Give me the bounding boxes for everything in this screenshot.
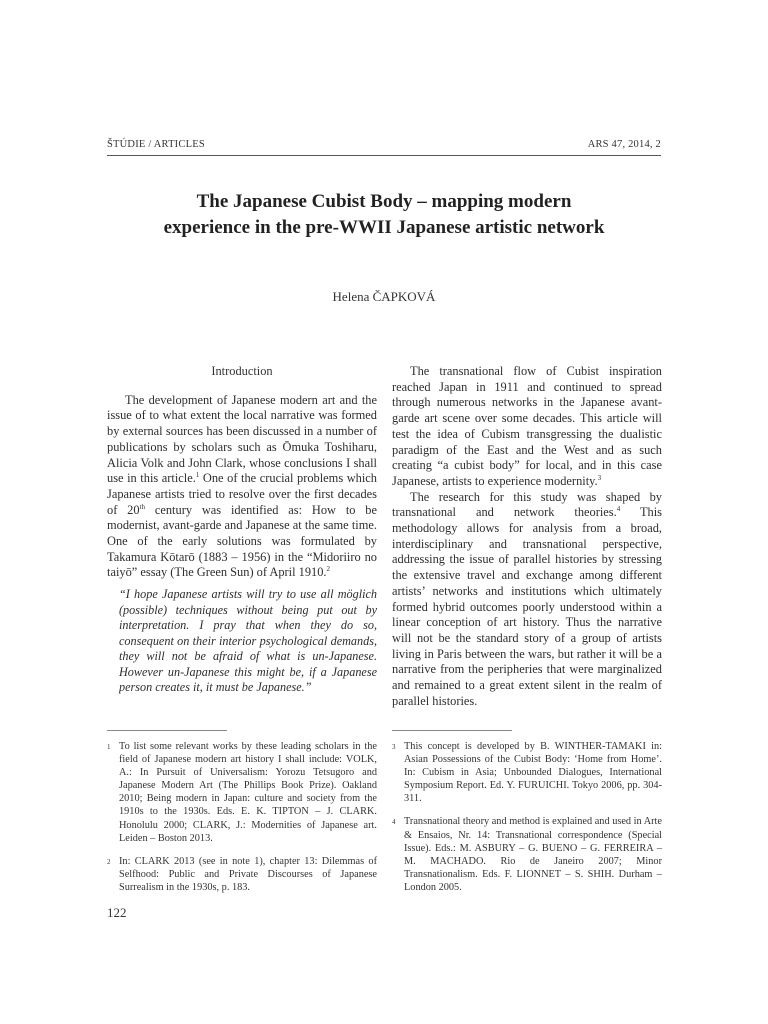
footnote xyxy=(392,740,662,805)
footnote-number: 2 xyxy=(107,857,111,866)
article-author: Helena ČAPKOVÁ xyxy=(332,289,436,304)
article-title-line-1: The Japanese Cubist Body – mapping modern xyxy=(196,191,572,212)
intro-paragraph xyxy=(107,393,377,581)
right-column xyxy=(392,364,662,709)
footnote-number: 4 xyxy=(392,818,396,827)
section-heading-introduction: Introduction xyxy=(211,364,273,378)
footnote-ref-1: 1 xyxy=(195,471,200,480)
footnote-divider-right xyxy=(392,730,512,731)
article-title xyxy=(107,189,661,241)
footnote-ref-3: 3 xyxy=(597,473,602,482)
block-quote: “I hope Japanese artists will try to use all möglich (possible) techniques without being put out by interpretation. I pray that when they do so, consequent on their interior psychological demands, they will not be afraid of what is un-Japanese. However un-Japanese this might be, if a Japanese person creates it, it must be Japanese.” xyxy=(119,587,377,695)
footnote-ref-2: 2 xyxy=(326,565,331,574)
footnote-number: 1 xyxy=(107,743,111,751)
left-column xyxy=(107,364,377,696)
footnote-number: 3 xyxy=(392,743,396,751)
intro-paragraph-text-end: century was identified as: How to be modernist, avant-garde and Japanese at the same time. One of the early solutions was formulated by Takamura Kōtarō (1883 – 1956) in the “Midoriiro no taiyō” essay (The Green Sun) of April 1910. xyxy=(107,502,378,580)
footnote-text: To list some relevant works by these leading scholars in the field of Japanese modern art history I shall include: VOLK, A.: In Pursuit of Universalism: Yorozu Tetsugoro and Japanese Modern Art (The Phillips Book Prize). Oakland 2010; Being modern in Japan: culture and society from the 1910s to the 1930s. Eds. E. K. TIPTON – J. CLARK. Honolulu 2000; CLARK, J.: Modernities of Japanese art. Leiden – Boston 2013. xyxy=(119,741,377,844)
right-paragraph-2-text: The research for this study was shaped by transnational and network theories. xyxy=(392,489,662,520)
footnote xyxy=(392,815,662,894)
footnote xyxy=(107,855,377,894)
article-title-line-2: experience in the pre-WWII Japanese artistic network xyxy=(163,217,605,238)
footnote-text: This concept is developed by B. WINTHER-TAMAKI in: Asian Possessions of the Cubist Body: ‘Home from Home’. In: Cubism in Asia; Unbounded Dialogues, International Symposium Report. Ed. Y. FURUICHI. Tokyo 2006, pp. 304-311. xyxy=(404,741,662,805)
right-paragraph-1-text: The transnational flow of Cubist inspiration reached Japan in 1911 and continued to spread through numerous networks in the Japanese avant-garde art scene over some decades. This article will test the idea of Cubism transgressing the dualistic paradigm of the East and the West and as such creating “a cubist body” for local, and in this case Japanese, artists to experience modernity. xyxy=(392,364,662,488)
ordinal-suffix: th xyxy=(139,502,146,511)
footnote-text: In: CLARK 2013 (see in note 1), chapter 13: Dilemmas of Selfhood: Public and Private Discourses of Japanese Surrealism in the 1930s, p. 183. xyxy=(119,855,377,893)
header-divider xyxy=(107,155,661,156)
page-number: 122 xyxy=(107,905,127,920)
footnote-divider-left xyxy=(107,730,227,731)
footnote xyxy=(107,740,377,845)
footnotes-left xyxy=(107,740,377,904)
running-header-section: ŠTÚDIE / ARTICLES xyxy=(107,139,205,150)
footnotes-right xyxy=(392,740,662,904)
intro-paragraph-text: The development of Japanese modern art and the issue of to what extent the local narrative was formed by external sources has been discussed in a number of publications by scholars such as Ōmuka Toshiharu, Alicia Volk and John Clark, whose conclusions I shall use in this article. xyxy=(107,392,377,486)
right-paragraph-2 xyxy=(392,490,662,710)
running-header-issue: ARS 47, 2014, 2 xyxy=(587,139,661,150)
footnote-ref-4: 4 xyxy=(616,505,621,514)
intro-paragraph-text-cont: One of the crucial problems which Japanese artists tried to resolve over the first decades of 20 xyxy=(107,471,377,517)
right-paragraph-1 xyxy=(392,364,662,490)
right-paragraph-2-text-cont: This methodology allows for analysis from a broad, interdisciplinary and transnational perspective, addressing the issue of parallel histories by stressing the extensive travel and exchange among different artists’ networks and institutions which ultimately formed hybrid outcomes poorly understood within a linear conception of art history. Thus the narrative will not be the standard story of a group of artists living in Paris between the wars, but rather it will be a narrative from the peripheries that were marginalized and remained to a great extent silent in the realm of parallel histories. xyxy=(392,505,662,708)
footnote-text: Transnational theory and method is explained and used in Arte & Ensaios, Nr. 14: Transnational correspondence (Special Issue). Eds.: M. ASBURY – G. BUENO – G. FERREIRA – M. MACHADO. Rio de Janeiro 2007; Minor Transnationalism. Eds. F. LIONNET – S. SHIH. Durham – London 2005. xyxy=(404,816,662,893)
